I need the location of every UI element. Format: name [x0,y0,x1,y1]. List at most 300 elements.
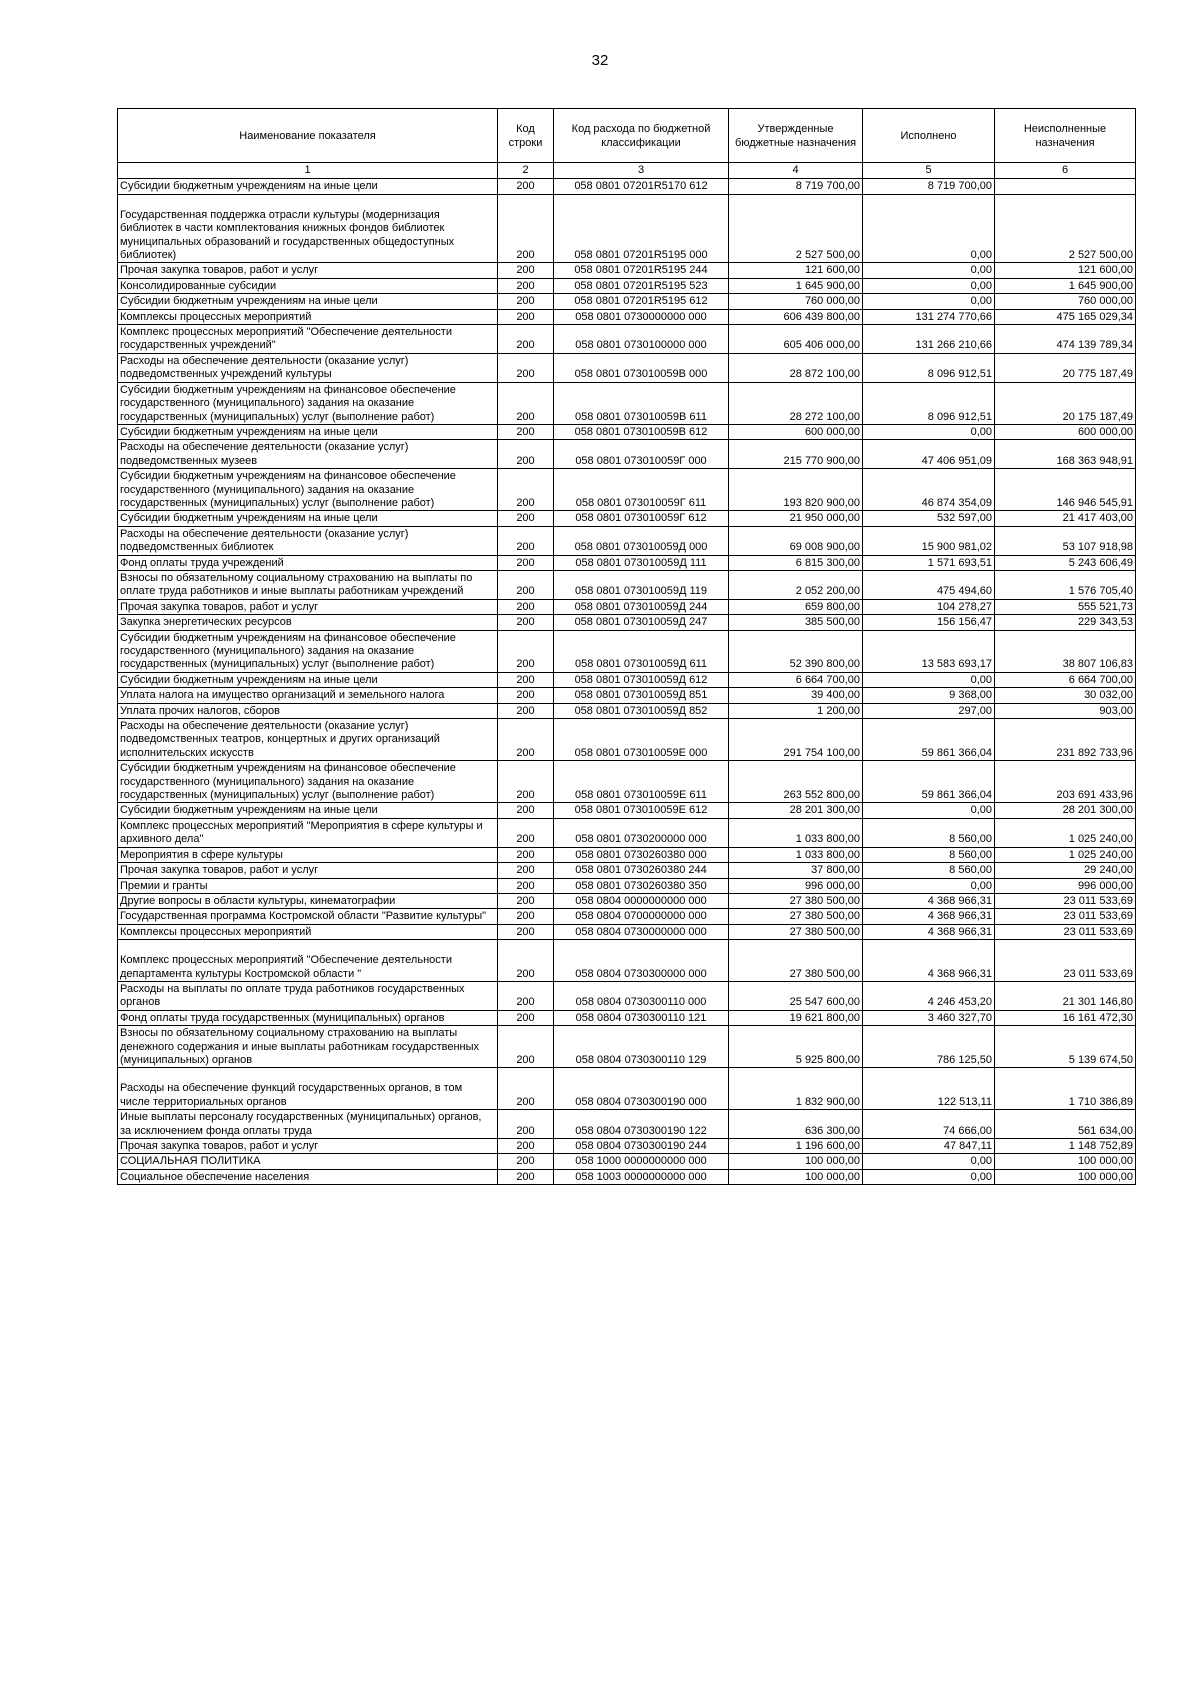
table-row [118,511,1136,526]
approved-amount-cell: 291 754 100,00 [729,719,863,761]
line-code-cell: 200 [498,1139,554,1154]
approved-amount-cell: 37 800,00 [729,863,863,878]
column-number: 6 [995,163,1136,179]
unexecuted-amount-cell: 38 807 106,83 [995,630,1136,672]
indicator-name-cell: Расходы на обеспечение функций государственных органов, в том числе территориальных органов [118,1068,498,1110]
classification-code-cell: 058 0801 073010059В 612 [554,424,729,439]
indicator-name-cell: Субсидии бюджетным учреждениям на иные цели [118,179,498,194]
line-code-cell: 200 [498,630,554,672]
line-code-cell: 200 [498,309,554,324]
indicator-name-cell: Взносы по обязательному социальному страхованию на выплаты денежного содержания и иные выплаты работникам государственных (муниципальных) органов [118,1026,498,1068]
indicator-name-cell: Субсидии бюджетным учреждениям на финансовое обеспечение государственного (муниципального) задания на оказание государственных (муниципальных) услуг (выполнение работ) [118,630,498,672]
line-code-cell: 200 [498,878,554,893]
executed-amount-cell: 0,00 [863,1154,995,1169]
column-number: 5 [863,163,995,179]
classification-code-cell: 058 0801 0730260380 244 [554,863,729,878]
classification-code-cell: 058 0801 0730000000 000 [554,309,729,324]
table-row [118,424,1136,439]
page-number: 32 [591,52,609,69]
classification-code-cell: 058 0804 0730300000 000 [554,940,729,982]
indicator-name-cell: Взносы по обязательному социальному страхованию на выплаты по оплате труда работников и иные выплаты работникам учреждений [118,570,498,599]
unexecuted-amount-cell: 1 148 752,89 [995,1139,1136,1154]
unexecuted-amount-cell: 1 025 240,00 [995,818,1136,847]
unexecuted-amount-cell: 53 107 918,98 [995,526,1136,555]
indicator-name-cell: Комплексы процессных мероприятий [118,309,498,324]
line-code-cell: 200 [498,469,554,511]
table-row [118,353,1136,382]
unexecuted-amount-cell: 1 576 705,40 [995,570,1136,599]
executed-amount-cell: 0,00 [863,672,995,687]
line-code-cell: 200 [498,353,554,382]
table-row [118,599,1136,614]
approved-amount-cell: 605 406 000,00 [729,325,863,354]
approved-amount-cell: 1 645 900,00 [729,278,863,293]
executed-amount-cell: 0,00 [863,1169,995,1184]
line-code-cell: 200 [498,1068,554,1110]
executed-amount-cell: 4 368 966,31 [863,893,995,908]
classification-code-cell: 058 0801 073010059Г 612 [554,511,729,526]
approved-amount-cell: 100 000,00 [729,1154,863,1169]
indicator-name-cell: СОЦИАЛЬНАЯ ПОЛИТИКА [118,1154,498,1169]
table-body [118,179,1136,1185]
table-row [118,469,1136,511]
header-indicator-name: Наименование показателя [118,109,498,163]
unexecuted-amount-cell: 474 139 789,34 [995,325,1136,354]
line-code-cell: 200 [498,688,554,703]
approved-amount-cell: 28 272 100,00 [729,382,863,424]
indicator-name-cell: Расходы на обеспечение деятельности (оказание услуг) подведомственных учреждений культуры [118,353,498,382]
unexecuted-amount-cell: 996 000,00 [995,878,1136,893]
unexecuted-amount-cell: 229 343,53 [995,615,1136,630]
line-code-cell: 200 [498,818,554,847]
line-code-cell: 200 [498,440,554,469]
approved-amount-cell: 6 664 700,00 [729,672,863,687]
indicator-name-cell: Комплекс процессных мероприятий "Обеспечение деятельности государственных учреждений" [118,325,498,354]
indicator-name-cell: Комплексы процессных мероприятий [118,924,498,939]
table-row [118,263,1136,278]
approved-amount-cell: 1 033 800,00 [729,847,863,862]
classification-code-cell: 058 1003 0000000000 000 [554,1169,729,1184]
executed-amount-cell: 46 874 354,09 [863,469,995,511]
classification-code-cell: 058 0801 0730200000 000 [554,818,729,847]
approved-amount-cell: 27 380 500,00 [729,940,863,982]
classification-code-cell: 058 0801 073010059В 000 [554,353,729,382]
approved-amount-cell: 121 600,00 [729,263,863,278]
approved-amount-cell: 385 500,00 [729,615,863,630]
approved-amount-cell: 19 621 800,00 [729,1010,863,1025]
table-row [118,278,1136,293]
line-code-cell: 200 [498,981,554,1010]
table-row [118,818,1136,847]
classification-code-cell: 058 0801 073010059Г 611 [554,469,729,511]
line-code-cell: 200 [498,1110,554,1139]
classification-code-cell: 058 0801 07201R5195 244 [554,263,729,278]
executed-amount-cell: 475 494,60 [863,570,995,599]
line-code-cell: 200 [498,526,554,555]
unexecuted-amount-cell: 23 011 533,69 [995,940,1136,982]
table-row [118,803,1136,818]
executed-amount-cell: 0,00 [863,294,995,309]
executed-amount-cell: 1 571 693,51 [863,555,995,570]
table-row [118,555,1136,570]
line-code-cell: 200 [498,703,554,718]
classification-code-cell: 058 0801 073010059Д 244 [554,599,729,614]
approved-amount-cell: 27 380 500,00 [729,924,863,939]
table-row [118,940,1136,982]
executed-amount-cell: 4 368 966,31 [863,924,995,939]
line-code-cell: 200 [498,863,554,878]
unexecuted-amount-cell: 5 243 606,49 [995,555,1136,570]
executed-amount-cell: 122 513,11 [863,1068,995,1110]
indicator-name-cell: Субсидии бюджетным учреждениям на иные цели [118,424,498,439]
indicator-name-cell: Прочая закупка товаров, работ и услуг [118,863,498,878]
executed-amount-cell: 104 278,27 [863,599,995,614]
indicator-name-cell: Расходы на обеспечение деятельности (оказание услуг) подведомственных музеев [118,440,498,469]
unexecuted-amount-cell: 760 000,00 [995,294,1136,309]
table-row [118,909,1136,924]
approved-amount-cell: 2 052 200,00 [729,570,863,599]
indicator-name-cell: Субсидии бюджетным учреждениям на финансовое обеспечение государственного (муниципального) задания на оказание государственных (муниципальных) услуг (выполнение работ) [118,761,498,803]
executed-amount-cell: 13 583 693,17 [863,630,995,672]
unexecuted-amount-cell: 146 946 545,91 [995,469,1136,511]
table-row [118,847,1136,862]
unexecuted-amount-cell: 2 527 500,00 [995,194,1136,263]
line-code-cell: 200 [498,570,554,599]
budget-execution-table [117,108,1136,1185]
unexecuted-amount-cell: 16 161 472,30 [995,1010,1136,1025]
classification-code-cell: 058 0801 073010059Д 247 [554,615,729,630]
indicator-name-cell: Фонд оплаты труда государственных (муниципальных) органов [118,1010,498,1025]
table-row [118,526,1136,555]
approved-amount-cell: 28 201 300,00 [729,803,863,818]
classification-code-cell: 058 0804 0730300110 000 [554,981,729,1010]
executed-amount-cell: 131 266 210,66 [863,325,995,354]
unexecuted-amount-cell: 21 301 146,80 [995,981,1136,1010]
classification-code-cell: 058 0804 0730300110 129 [554,1026,729,1068]
approved-amount-cell: 659 800,00 [729,599,863,614]
executed-amount-cell: 8 560,00 [863,818,995,847]
line-code-cell: 200 [498,194,554,263]
executed-amount-cell: 156 156,47 [863,615,995,630]
unexecuted-amount-cell: 6 664 700,00 [995,672,1136,687]
classification-code-cell: 058 0801 073010059Е 000 [554,719,729,761]
line-code-cell: 200 [498,263,554,278]
indicator-name-cell: Субсидии бюджетным учреждениям на иные цели [118,294,498,309]
classification-code-cell: 058 0801 0730100000 000 [554,325,729,354]
unexecuted-amount-cell: 5 139 674,50 [995,1026,1136,1068]
table-row [118,1068,1136,1110]
indicator-name-cell: Комплекс процессных мероприятий "Мероприятия в сфере культуры и архивного дела" [118,818,498,847]
table-row [118,719,1136,761]
column-number: 4 [729,163,863,179]
executed-amount-cell: 0,00 [863,803,995,818]
indicator-name-cell: Субсидии бюджетным учреждениям на финансовое обеспечение государственного (муниципального) задания на оказание государственных (муниципальных) услуг (выполнение работ) [118,469,498,511]
table-row [118,309,1136,324]
line-code-cell: 200 [498,924,554,939]
classification-code-cell: 058 0801 073010059Г 000 [554,440,729,469]
table-row [118,981,1136,1010]
indicator-name-cell: Прочая закупка товаров, работ и услуг [118,263,498,278]
executed-amount-cell: 3 460 327,70 [863,1010,995,1025]
approved-amount-cell: 636 300,00 [729,1110,863,1139]
indicator-name-cell: Расходы на обеспечение деятельности (оказание услуг) подведомственных театров, концертных и других организаций исполнительских искусств [118,719,498,761]
indicator-name-cell: Субсидии бюджетным учреждениям на иные цели [118,672,498,687]
column-number: 2 [498,163,554,179]
unexecuted-amount-cell: 561 634,00 [995,1110,1136,1139]
table-row [118,615,1136,630]
table-row [118,1154,1136,1169]
classification-code-cell: 058 0801 073010059Д 611 [554,630,729,672]
approved-amount-cell: 1 200,00 [729,703,863,718]
indicator-name-cell: Субсидии бюджетным учреждениям на иные цели [118,803,498,818]
classification-code-cell: 058 0801 073010059Д 119 [554,570,729,599]
unexecuted-amount-cell [995,179,1136,194]
unexecuted-amount-cell: 21 417 403,00 [995,511,1136,526]
approved-amount-cell: 27 380 500,00 [729,893,863,908]
table-row [118,1110,1136,1139]
executed-amount-cell: 8 560,00 [863,847,995,862]
header-executed: Исполнено [863,109,995,163]
indicator-name-cell: Уплата прочих налогов, сборов [118,703,498,718]
classification-code-cell: 058 0804 0730300110 121 [554,1010,729,1025]
classification-code-cell: 058 0801 073010059Д 612 [554,672,729,687]
indicator-name-cell: Другие вопросы в области культуры, кинематографии [118,893,498,908]
unexecuted-amount-cell: 30 032,00 [995,688,1136,703]
executed-amount-cell: 8 096 912,51 [863,353,995,382]
classification-code-cell: 058 0801 0730260380 350 [554,878,729,893]
line-code-cell: 200 [498,1026,554,1068]
line-code-cell: 200 [498,615,554,630]
table-row [118,703,1136,718]
classification-code-cell: 058 0804 0730300190 122 [554,1110,729,1139]
unexecuted-amount-cell: 20 775 187,49 [995,353,1136,382]
table-row [118,194,1136,263]
approved-amount-cell: 21 950 000,00 [729,511,863,526]
classification-code-cell: 058 0801 073010059Д 852 [554,703,729,718]
header-approved-appropriations: Утвержденные бюджетные назначения [729,109,863,163]
indicator-name-cell: Социальное обеспечение населения [118,1169,498,1184]
executed-amount-cell: 15 900 981,02 [863,526,995,555]
line-code-cell: 200 [498,909,554,924]
table-row [118,1010,1136,1025]
line-code-cell: 200 [498,278,554,293]
approved-amount-cell: 606 439 800,00 [729,309,863,324]
classification-code-cell: 058 0804 0730000000 000 [554,924,729,939]
table-row [118,1026,1136,1068]
classification-code-cell: 058 0801 07201R5195 612 [554,294,729,309]
unexecuted-amount-cell: 20 175 187,49 [995,382,1136,424]
approved-amount-cell: 263 552 800,00 [729,761,863,803]
line-code-cell: 200 [498,555,554,570]
approved-amount-cell: 27 380 500,00 [729,909,863,924]
classification-code-cell: 058 0804 0000000000 000 [554,893,729,908]
column-number: 3 [554,163,729,179]
classification-code-cell: 058 0801 073010059В 611 [554,382,729,424]
table-row [118,382,1136,424]
line-code-cell: 200 [498,1169,554,1184]
executed-amount-cell: 0,00 [863,263,995,278]
line-code-cell: 200 [498,761,554,803]
classification-code-cell: 058 0801 07201R5195 000 [554,194,729,263]
classification-code-cell: 058 0801 07201R5170 612 [554,179,729,194]
approved-amount-cell: 100 000,00 [729,1169,863,1184]
line-code-cell: 200 [498,382,554,424]
line-code-cell: 200 [498,940,554,982]
executed-amount-cell: 297,00 [863,703,995,718]
table-row [118,878,1136,893]
classification-code-cell: 058 0804 0730300190 000 [554,1068,729,1110]
line-code-cell: 200 [498,719,554,761]
line-code-cell: 200 [498,847,554,862]
indicator-name-cell: Расходы на выплаты по оплате труда работников государственных органов [118,981,498,1010]
line-code-cell: 200 [498,1010,554,1025]
indicator-name-cell: Иные выплаты персоналу государственных (муниципальных) органов, за исключением фонда оплаты труда [118,1110,498,1139]
executed-amount-cell: 4 368 966,31 [863,940,995,982]
classification-code-cell: 058 0804 0730300190 244 [554,1139,729,1154]
line-code-cell: 200 [498,803,554,818]
executed-amount-cell: 8 719 700,00 [863,179,995,194]
classification-code-cell: 058 1000 0000000000 000 [554,1154,729,1169]
table-row [118,1139,1136,1154]
approved-amount-cell: 28 872 100,00 [729,353,863,382]
approved-amount-cell: 8 719 700,00 [729,179,863,194]
approved-amount-cell: 25 547 600,00 [729,981,863,1010]
indicator-name-cell: Мероприятия в сфере культуры [118,847,498,862]
classification-code-cell: 058 0801 073010059Д 851 [554,688,729,703]
table-row [118,761,1136,803]
executed-amount-cell: 786 125,50 [863,1026,995,1068]
executed-amount-cell: 8 560,00 [863,863,995,878]
unexecuted-amount-cell: 1 025 240,00 [995,847,1136,862]
executed-amount-cell: 0,00 [863,278,995,293]
unexecuted-amount-cell: 100 000,00 [995,1154,1136,1169]
unexecuted-amount-cell: 1 710 386,89 [995,1068,1136,1110]
unexecuted-amount-cell: 555 521,73 [995,599,1136,614]
line-code-cell: 200 [498,294,554,309]
unexecuted-amount-cell: 23 011 533,69 [995,893,1136,908]
classification-code-cell: 058 0804 0700000000 000 [554,909,729,924]
unexecuted-amount-cell: 231 892 733,96 [995,719,1136,761]
executed-amount-cell: 4 368 966,31 [863,909,995,924]
table-row [118,570,1136,599]
unexecuted-amount-cell: 23 011 533,69 [995,924,1136,939]
unexecuted-amount-cell: 23 011 533,69 [995,909,1136,924]
executed-amount-cell: 47 406 951,09 [863,440,995,469]
executed-amount-cell: 4 246 453,20 [863,981,995,1010]
table-row [118,325,1136,354]
executed-amount-cell: 131 274 770,66 [863,309,995,324]
approved-amount-cell: 1 196 600,00 [729,1139,863,1154]
indicator-name-cell: Субсидии бюджетным учреждениям на финансовое обеспечение государственного (муниципального) задания на оказание государственных (муниципальных) услуг (выполнение работ) [118,382,498,424]
line-code-cell: 200 [498,179,554,194]
classification-code-cell: 058 0801 073010059Е 611 [554,761,729,803]
executed-amount-cell: 0,00 [863,878,995,893]
indicator-name-cell: Расходы на обеспечение деятельности (оказание услуг) подведомственных библиотек [118,526,498,555]
line-code-cell: 200 [498,672,554,687]
column-number: 1 [118,163,498,179]
approved-amount-cell: 996 000,00 [729,878,863,893]
executed-amount-cell: 0,00 [863,424,995,439]
approved-amount-cell: 5 925 800,00 [729,1026,863,1068]
indicator-name-cell: Закупка энергетических ресурсов [118,615,498,630]
indicator-name-cell: Премии и гранты [118,878,498,893]
executed-amount-cell: 74 666,00 [863,1110,995,1139]
line-code-cell: 200 [498,599,554,614]
approved-amount-cell: 760 000,00 [729,294,863,309]
table-row [118,294,1136,309]
unexecuted-amount-cell: 1 645 900,00 [995,278,1136,293]
header-unexecuted-appropriations: Неисполненные назначения [995,109,1136,163]
table-row [118,924,1136,939]
table-row [118,863,1136,878]
approved-amount-cell: 1 832 900,00 [729,1068,863,1110]
classification-code-cell: 058 0801 073010059Д 111 [554,555,729,570]
line-code-cell: 200 [498,893,554,908]
unexecuted-amount-cell: 29 240,00 [995,863,1136,878]
approved-amount-cell: 193 820 900,00 [729,469,863,511]
indicator-name-cell: Фонд оплаты труда учреждений [118,555,498,570]
indicator-name-cell: Прочая закупка товаров, работ и услуг [118,1139,498,1154]
header-line-code: Код строки [498,109,554,163]
line-code-cell: 200 [498,511,554,526]
indicator-name-cell: Субсидии бюджетным учреждениям на иные цели [118,511,498,526]
approved-amount-cell: 1 033 800,00 [729,818,863,847]
indicator-name-cell: Комплекс процессных мероприятий "Обеспечение деятельности департамента культуры Костромской области " [118,940,498,982]
executed-amount-cell: 532 597,00 [863,511,995,526]
classification-code-cell: 058 0801 073010059Д 000 [554,526,729,555]
table-row [118,893,1136,908]
table-row [118,440,1136,469]
approved-amount-cell: 600 000,00 [729,424,863,439]
unexecuted-amount-cell: 168 363 948,91 [995,440,1136,469]
approved-amount-cell: 69 008 900,00 [729,526,863,555]
line-code-cell: 200 [498,1154,554,1169]
executed-amount-cell: 59 861 366,04 [863,719,995,761]
indicator-name-cell: Государственная программа Костромской области "Развитие культуры" [118,909,498,924]
line-code-cell: 200 [498,325,554,354]
unexecuted-amount-cell: 475 165 029,34 [995,309,1136,324]
approved-amount-cell: 215 770 900,00 [729,440,863,469]
table-row [118,630,1136,672]
indicator-name-cell: Уплата налога на имущество организаций и земельного налога [118,688,498,703]
indicator-name-cell: Государственная поддержка отрасли культуры (модернизация библиотек в части комплектования книжных фондов библиотек муниципальных образований и государственных общедоступных библиотек) [118,194,498,263]
unexecuted-amount-cell: 100 000,00 [995,1169,1136,1184]
approved-amount-cell: 6 815 300,00 [729,555,863,570]
header-budget-classification-code: Код расхода по бюджетной классификации [554,109,729,163]
table-row [118,688,1136,703]
unexecuted-amount-cell: 600 000,00 [995,424,1136,439]
unexecuted-amount-cell: 28 201 300,00 [995,803,1136,818]
table-row [118,1169,1136,1184]
approved-amount-cell: 39 400,00 [729,688,863,703]
classification-code-cell: 058 0801 0730260380 000 [554,847,729,862]
unexecuted-amount-cell: 903,00 [995,703,1136,718]
classification-code-cell: 058 0801 07201R5195 523 [554,278,729,293]
line-code-cell: 200 [498,424,554,439]
table-row [118,179,1136,194]
approved-amount-cell: 52 390 800,00 [729,630,863,672]
approved-amount-cell: 2 527 500,00 [729,194,863,263]
executed-amount-cell: 8 096 912,51 [863,382,995,424]
unexecuted-amount-cell: 203 691 433,96 [995,761,1136,803]
table-row [118,672,1136,687]
unexecuted-amount-cell: 121 600,00 [995,263,1136,278]
executed-amount-cell: 0,00 [863,194,995,263]
executed-amount-cell: 47 847,11 [863,1139,995,1154]
executed-amount-cell: 59 861 366,04 [863,761,995,803]
indicator-name-cell: Прочая закупка товаров, работ и услуг [118,599,498,614]
indicator-name-cell: Консолидированные субсидии [118,278,498,293]
